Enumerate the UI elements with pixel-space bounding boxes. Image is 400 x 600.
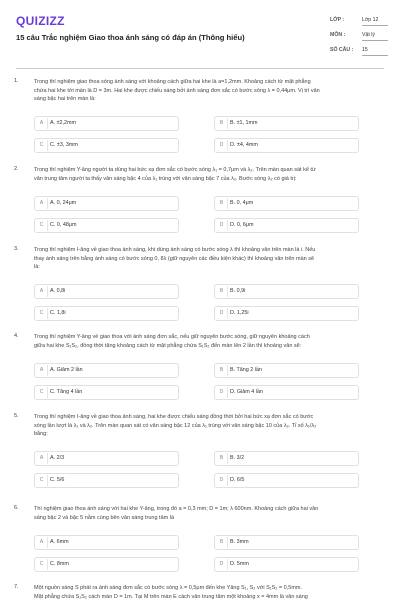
meta-underline xyxy=(362,55,388,56)
meta-panel xyxy=(330,15,390,60)
option-a[interactable] xyxy=(34,284,179,299)
option-text: D. ±4, 4mm xyxy=(230,142,258,148)
option-b[interactable] xyxy=(214,535,359,550)
option-text: C. 8mm xyxy=(50,561,69,567)
option-d[interactable] xyxy=(214,138,359,153)
option-text: A. 0,8i xyxy=(50,288,66,294)
option-c[interactable] xyxy=(34,473,179,488)
option-a[interactable] xyxy=(34,116,179,131)
option-c[interactable] xyxy=(34,138,179,153)
option-b[interactable] xyxy=(214,284,359,299)
option-letter-badge: C xyxy=(36,559,48,570)
question-number: 1. xyxy=(14,78,19,84)
option-letter-badge: B xyxy=(216,118,228,129)
option-text: C. 1,8i xyxy=(50,310,66,316)
option-letter-badge: D xyxy=(216,308,228,319)
option-letter-badge: A xyxy=(36,118,48,129)
question-number: 3. xyxy=(14,246,19,252)
option-letter-badge: B xyxy=(216,537,228,548)
option-text: B. 3mm xyxy=(230,539,249,545)
option-a[interactable] xyxy=(34,451,179,466)
question-text xyxy=(34,333,378,350)
option-text: D. Giảm 4 lần xyxy=(230,389,263,395)
question-text xyxy=(34,78,378,104)
question-line: thay ánh sáng trên bằng ánh sáng có bước sóng 0, 8λ (giữ nguyên các điều kiện khác) thì khoảng vân trên màn sẽ xyxy=(34,255,315,262)
option-b[interactable] xyxy=(214,451,359,466)
option-letter-badge: A xyxy=(36,365,48,376)
option-b[interactable] xyxy=(214,196,359,211)
option-letter-badge: D xyxy=(216,475,228,486)
question-line: là: xyxy=(34,264,40,271)
option-b[interactable] xyxy=(214,116,359,131)
meta-underline xyxy=(362,40,388,41)
option-c[interactable] xyxy=(34,557,179,572)
option-letter-badge: B xyxy=(216,198,228,209)
question-text xyxy=(34,413,378,439)
option-letter-badge: D xyxy=(216,387,228,398)
option-letter-badge: A xyxy=(36,453,48,464)
option-text: B. ±1, 1mm xyxy=(230,120,258,126)
option-text: C. 0, 48μm xyxy=(50,222,77,228)
meta-label: SỐ CÂU : xyxy=(330,47,354,53)
option-letter-badge: D xyxy=(216,559,228,570)
question-number: 6. xyxy=(14,505,19,511)
meta-value: 15 xyxy=(362,47,368,53)
option-text: B. 0, 4μm xyxy=(230,200,254,206)
question-line: Thí nghiệm giao thoa ánh sáng với hai khe Y-âng, trong đó a = 0,3 mm; D = 1m; λ 600nm. Khoảng cách giữa hai vân xyxy=(34,506,319,512)
question-text xyxy=(34,246,378,272)
question-line: Trong thí nghiệm I-âng về giao thoa ánh sáng, khi dùng ánh sáng có bước sóng λ thì khoảng vân trên màn là i. Nếu xyxy=(34,247,316,253)
question-text xyxy=(34,505,378,522)
option-text: A. 2/3 xyxy=(50,455,65,461)
option-d[interactable] xyxy=(214,218,359,233)
option-text: A. Giảm 2 lần xyxy=(50,367,83,373)
option-text: A. 6mm xyxy=(50,539,69,545)
option-text: D. 5mm xyxy=(230,561,249,567)
question-line: Mặt phẳng chứa S₁S₂ cách màn D = 1m. Tại M trên màn E cách vân trung tâm một khoảng x = 4mm là vân sáng xyxy=(34,593,308,600)
option-a[interactable] xyxy=(34,196,179,211)
question-line: bằng: xyxy=(34,431,48,438)
question-line: Trong thí nghiệm Y-âng người ta dùng hai bức xạ đơn sắc có bước sóng λ₁ = 0,7μm và λ₂. Trên màn quan sát kể từ xyxy=(34,167,316,173)
option-letter-badge: C xyxy=(36,140,48,151)
meta-label: MÔN : xyxy=(330,32,346,38)
question-line: chứa hai khe tới màn là D = 3m. Hai khe được chiếu sáng bởi ánh sáng đơn sắc có bước sóng λ = 0,44μm. Vị trí vân xyxy=(34,87,320,94)
header xyxy=(0,0,400,62)
option-letter-badge: A xyxy=(36,286,48,297)
question-text xyxy=(34,584,378,600)
option-text: B. 0,9i xyxy=(230,288,246,294)
option-a[interactable] xyxy=(34,535,179,550)
question-line: sáng bậc hai trên màn là: xyxy=(34,96,96,103)
meta-row-class xyxy=(330,15,390,30)
question-line: giữa hai khe S₁S₂, đồng thời tăng khoảng cách từ mặt phẳng chứa S₁S₂ đến màn lên 2 lần thì khoảng vân sẽ: xyxy=(34,342,302,349)
option-d[interactable] xyxy=(214,557,359,572)
option-a[interactable] xyxy=(34,363,179,378)
option-letter-badge: C xyxy=(36,475,48,486)
option-text: C. ±3, 3mm xyxy=(50,142,78,148)
option-letter-badge: C xyxy=(36,308,48,319)
page-title: 15 câu Trắc nghiệm Giao thoa ánh sáng có đáp án (Thông hiểu) xyxy=(16,33,245,42)
option-text: D. 1,25i xyxy=(230,310,249,316)
option-d[interactable] xyxy=(214,306,359,321)
question-number: 5. xyxy=(14,413,19,419)
question-line: sóng lần lượt là λ₁ và λ₂. Trên màn quan sát có vân sáng bậc 12 của λ₁ trùng với vân sáng bậc 10 của λ₂. Tỉ số λ₁/λ₂ xyxy=(34,422,317,429)
question-line: Trong thí nghiệm I-âng về giao thoa ánh sáng, hai khe được chiếu sáng đồng thời bởi hai bức xạ đơn sắc có bước xyxy=(34,414,314,420)
meta-value: Lớp 12 xyxy=(362,17,379,23)
quizizz-logo: QUIZIZZ xyxy=(16,14,65,28)
question-number: 2. xyxy=(14,166,19,172)
meta-value: Vật lý xyxy=(362,32,375,38)
option-letter-badge: B xyxy=(216,365,228,376)
option-letter-badge: C xyxy=(36,387,48,398)
question-line: vân trung tâm người ta thấy vân sáng bậc 4 của λ₁ trùng với vân sáng bậc 7 của λ₂. Bước sóng λ₂ có giá trị: xyxy=(34,175,297,182)
option-d[interactable] xyxy=(214,473,359,488)
option-text: C. 5/6 xyxy=(50,477,65,483)
option-letter-badge: B xyxy=(216,286,228,297)
meta-label: LỚP : xyxy=(330,17,345,23)
option-text: D. 0, 6μm xyxy=(230,222,254,228)
option-c[interactable] xyxy=(34,218,179,233)
option-text: D. 6/5 xyxy=(230,477,245,483)
question-line: Một nguồn sáng S phát ra ánh sáng đơn sắc có bước sóng λ = 0,5μm đến khe Yâng S₁, S₂ với S₁S₂ = 0,5mm. xyxy=(34,585,303,591)
option-text: B. 3/2 xyxy=(230,455,245,461)
option-d[interactable] xyxy=(214,385,359,400)
option-text: A. ±2,2mm xyxy=(50,120,77,126)
option-c[interactable] xyxy=(34,385,179,400)
meta-underline xyxy=(362,25,388,26)
option-b[interactable] xyxy=(214,363,359,378)
question-number: 7. xyxy=(14,584,19,590)
option-c[interactable] xyxy=(34,306,179,321)
question-line: Trong thí nghiệm Y-âng về giao thoa với ánh sáng đơn sắc, nếu giữ nguyên bước sóng, giữ nguyên khoảng cách xyxy=(34,334,310,340)
question-line: Trong thí nghiệm giao thoa sóng ánh sáng với khoảng cách giữa hai khe là a=1,2mm. Khoảng cách từ mặt phẳng xyxy=(34,79,311,85)
meta-row-subject xyxy=(330,30,390,45)
option-letter-badge: D xyxy=(216,220,228,231)
option-letter-badge: D xyxy=(216,140,228,151)
option-text: A. 0, 24μm xyxy=(50,200,77,206)
option-text: B. Tăng 2 lần xyxy=(230,367,262,373)
option-letter-badge: C xyxy=(36,220,48,231)
question-text xyxy=(34,166,378,183)
meta-row-count xyxy=(330,45,390,60)
question-line: sáng bậc 2 và bậc 5 nằm cùng bên vân sáng trung tâm là xyxy=(34,514,175,521)
option-letter-badge: A xyxy=(36,537,48,548)
header-divider xyxy=(16,68,384,69)
option-letter-badge: A xyxy=(36,198,48,209)
question-number: 4. xyxy=(14,333,19,339)
option-text: C. Tăng 4 lần xyxy=(50,389,83,395)
option-letter-badge: B xyxy=(216,453,228,464)
